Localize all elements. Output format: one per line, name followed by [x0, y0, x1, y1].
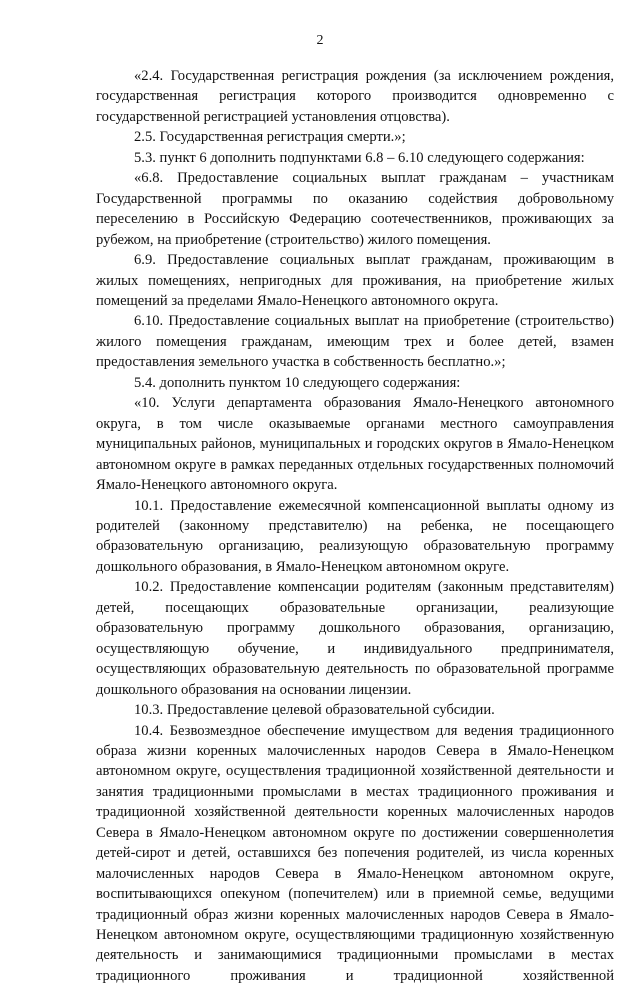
paragraph-5-4: 5.4. дополнить пунктом 10 следующего содержания: — [96, 373, 614, 393]
paragraph-10-1: 10.1. Предоставление ежемесячной компенсационной выплаты одному из родителей (законному представителю) на ребенка, не посещающего образовательную организацию, реализующую образовательную программу дошкольного образования, в Ямало-Ненецком автономном округе. — [96, 496, 614, 578]
document-body — [96, 66, 614, 986]
paragraph-6-8: «6.8. Предоставление социальных выплат гражданам – участникам Государственной программы по оказанию содействия добровольному переселению в Российскую Федерацию соотечественников, проживающих за рубежом, на приобретение (строительство) жилого помещения. — [96, 168, 614, 250]
paragraph-10-2: 10.2. Предоставление компенсации родителям (законным представителям) детей, посещающих образовательные организации, реализующие образовательную программу дошкольного образования, организацию, осуществляющую обучение, и индивидуального предпринимателя, осуществляющих образовательную деятельность по образовательной программе дошкольного образования на основании лицензии. — [96, 577, 614, 700]
paragraph-10: «10. Услуги департамента образования Ямало-Ненецкого автономного округа, в том числе оказываемые органами местного самоуправления муниципальных районов, муниципальных и городских округов в Ямало-Ненецком автономном округе в рамках переданных отдельных государственных полномочий Ямало-Ненецкого автономного округа. — [96, 393, 614, 495]
paragraph-6-9: 6.9. Предоставление социальных выплат гражданам, проживающим в жилых помещениях, непригодных для проживания, на приобретение жилых помещений за пределами Ямало-Ненецкого автономного округа. — [96, 250, 614, 311]
paragraph-2-4: «2.4. Государственная регистрация рождения (за исключением рождения, государственная регистрация которого производится одновременно с государственной регистрацией установления отцовства). — [96, 66, 614, 127]
paragraph-6-10: 6.10. Предоставление социальных выплат на приобретение (строительство) жилого помещения гражданам, имеющим трех и более детей, взамен предоставления земельного участка в собственность бесплатно.»; — [96, 311, 614, 372]
paragraph-10-3: 10.3. Предоставление целевой образовательной субсидии. — [96, 700, 614, 720]
paragraph-5-3: 5.3. пункт 6 дополнить подпунктами 6.8 – 6.10 следующего содержания: — [96, 148, 614, 168]
paragraph-10-4: 10.4. Безвозмездное обеспечение имуществом для ведения традиционного образа жизни коренных малочисленных народов Севера в Ямало-Ненецком автономном округе, осуществления традиционной хозяйственной деятельности и занятия традиционными промыслами в местах традиционного проживания и традиционной хозяйственной деятельности коренных малочисленных народов Севера в Ямало-Ненецком автономном округе по достижении совершеннолетия детей-сирот и детей, оставшихся без попечения родителей, из числа коренных малочисленных народов Севера в Ямало-Ненецком автономном округе, воспитывающихся опекуном (попечителем) или в приемной семье, ведущими традиционный образ жизни коренных малочисленных народов Севера в Ямало-Ненецком автономном округе, осуществляющими традиционную хозяйственную деятельность и занимающимися традиционными промыслами в местах традиционного проживания и традиционной хозяйственной — [96, 721, 614, 986]
page-number: 2 — [0, 32, 640, 50]
paragraph-2-5: 2.5. Государственная регистрация смерти.»; — [96, 127, 614, 147]
